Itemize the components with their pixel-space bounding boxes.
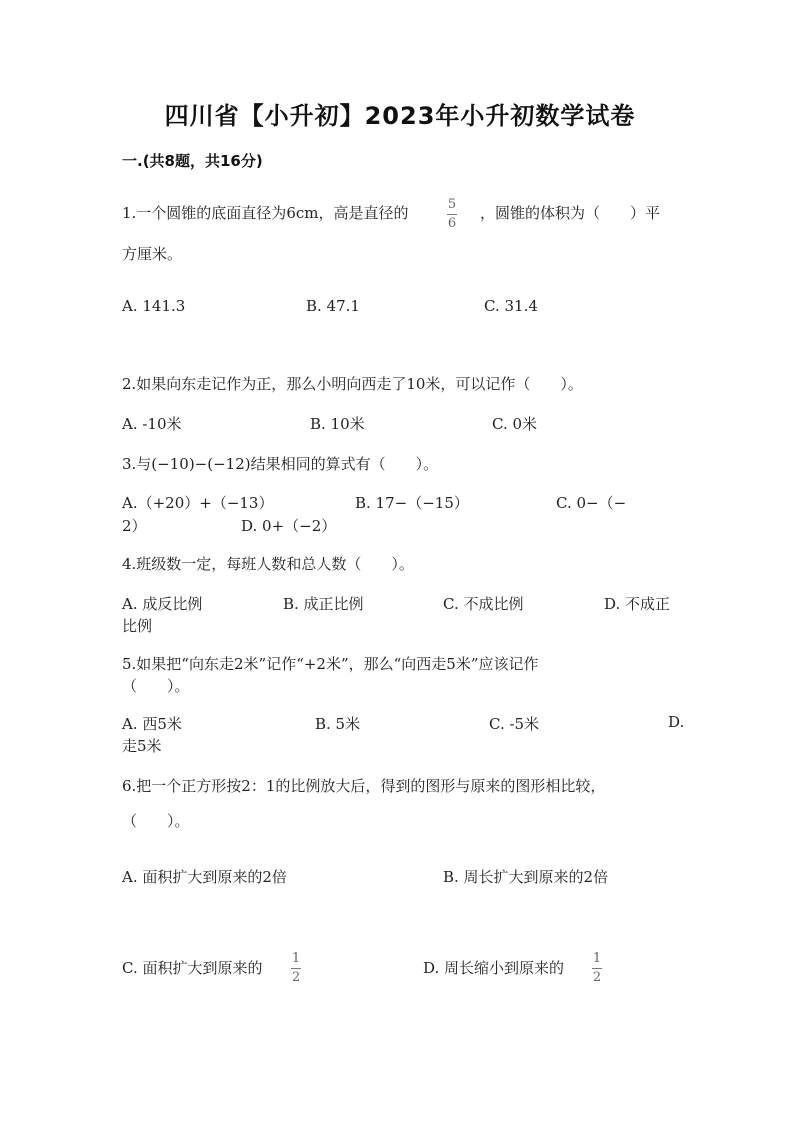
fraction-bar [291, 968, 301, 969]
option-a: A. 西5米 [122, 715, 182, 733]
fraction-numerator: 1 [291, 951, 301, 966]
option-a: A. 面积扩大到原来的2倍 [122, 868, 287, 886]
option-d-wrap: 比例 [122, 617, 153, 635]
fraction-denominator: 6 [447, 216, 457, 231]
fraction-one-half [291, 952, 301, 985]
fraction-numerator: 5 [447, 197, 457, 212]
option-d: D. 0+（−2） [241, 517, 337, 535]
section-heading: 一.(共8题，共16分) [122, 152, 263, 170]
question-1-text-line2: 方厘米。 [122, 245, 183, 263]
fraction-one-half [592, 952, 602, 985]
question-3-text: 3.与(−10)−(−12)结果相同的算式有（ ）。 [122, 455, 439, 473]
question-4-text: 4.班级数一定，每班人数和总人数（ ）。 [122, 555, 414, 573]
question-1-text: 1.一个圆锥的底面直径为6cm，高是直径的 [122, 204, 409, 222]
option-d: D. 周长缩小到原来的 [423, 959, 565, 977]
fraction-five-sixths [447, 198, 457, 231]
fraction-denominator: 2 [592, 970, 602, 985]
option-d-wrap: 走5米 [122, 737, 162, 755]
option-c-wrap: 2） [122, 517, 147, 535]
option-c: C. 面积扩大到原来的 [122, 959, 263, 977]
option-b: B. 成正比例 [283, 595, 364, 613]
option-c: C. 0−（− [556, 494, 627, 512]
option-c: C. -5米 [489, 715, 540, 733]
question-5-text-line2: （ ）。 [122, 677, 190, 695]
option-a: A. -10米 [122, 415, 182, 433]
option-a: A. 141.3 [122, 297, 186, 315]
option-c: C. 不成比例 [443, 595, 524, 613]
option-a: A. 成反比例 [122, 595, 203, 613]
page-title: 四川省【小升初】2023年小升初数学试卷 [164, 102, 636, 130]
question-5-text: 5.如果把“向东走2米”记作“+2米”，那么“向西走5米”应该记作 [122, 655, 539, 673]
option-d: D. 不成正 [604, 595, 671, 613]
option-b: B. 17−（−15） [355, 494, 469, 512]
option-b: B. 10米 [310, 415, 365, 433]
option-c: C. 31.4 [484, 297, 538, 315]
option-b: B. 周长扩大到原来的2倍 [443, 868, 609, 886]
question-6-text-line2: （ ）。 [122, 812, 190, 830]
question-1-text-cont: ，圆锥的体积为（ ）平 [480, 204, 661, 222]
fraction-bar [592, 968, 602, 969]
option-a: A.（+20）+（−13） [122, 494, 274, 512]
fraction-denominator: 2 [291, 970, 301, 985]
question-6-text: 6.把一个正方形按2：1的比例放大后，得到的图形与原来的图形相比较， [122, 777, 606, 795]
fraction-numerator: 1 [592, 951, 602, 966]
fraction-bar [447, 214, 457, 215]
option-b: B. 5米 [315, 715, 361, 733]
option-d: D. [668, 713, 685, 731]
question-2-text: 2.如果向东走记作为正，那么小明向西走了10米，可以记作（ ）。 [122, 375, 583, 393]
option-b: B. 47.1 [306, 297, 360, 315]
option-c: C. 0米 [492, 415, 538, 433]
